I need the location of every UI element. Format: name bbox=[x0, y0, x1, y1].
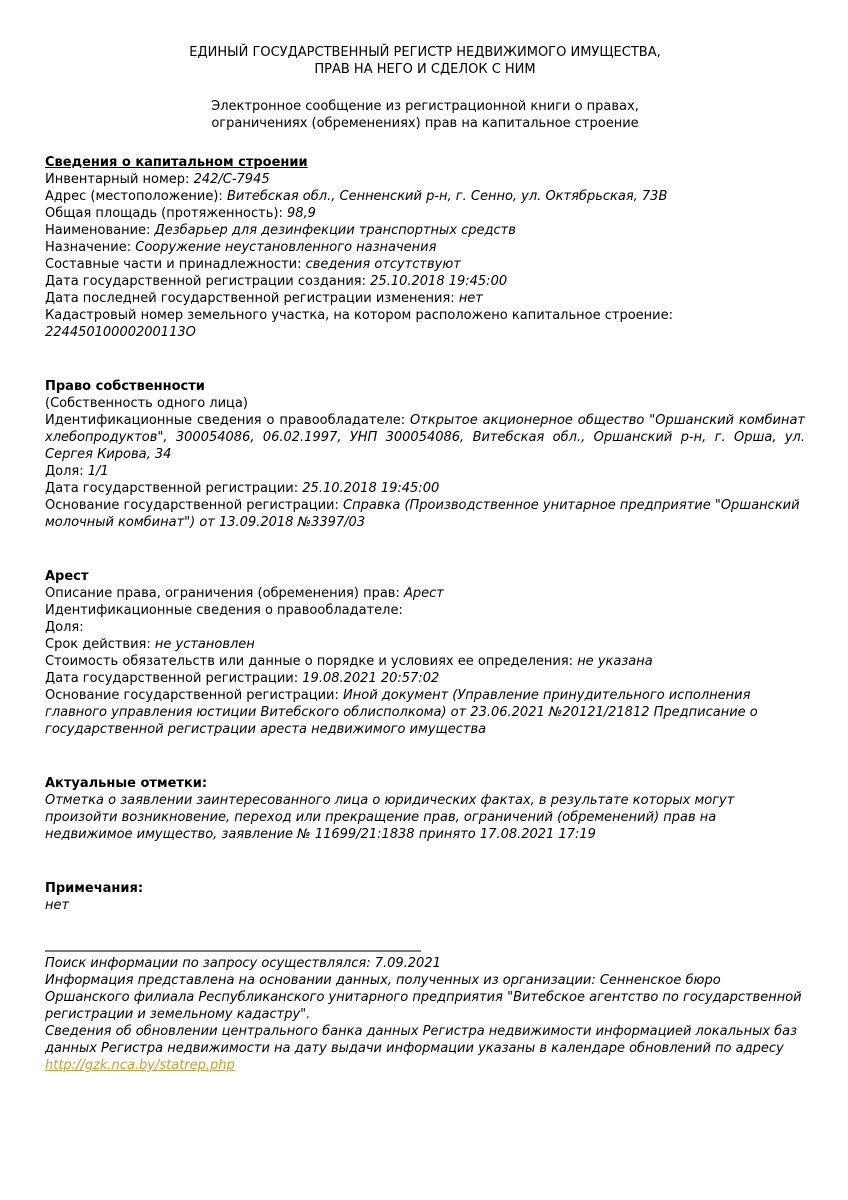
field-value: Справка (Производственное унитарное предприятие "Оршанский молочный комбинат") от 13.09.2018 №3397/03 bbox=[45, 498, 800, 530]
field-row bbox=[45, 497, 805, 531]
field-value: 98,9 bbox=[286, 206, 316, 221]
section-heading: Сведения о капитальном строении bbox=[45, 155, 308, 170]
section-current-marks bbox=[45, 775, 805, 843]
field-row bbox=[45, 687, 805, 738]
field-label: Дата государственной регистрации создания: bbox=[45, 274, 367, 289]
footer bbox=[45, 950, 805, 1074]
field-label: Назначение: bbox=[45, 240, 132, 255]
field-value: сведения отсутствуют bbox=[305, 257, 461, 272]
field-row bbox=[45, 463, 805, 480]
footer-info-source: Информация представлена на основании данных, полученных из организации: Сенненское бюро Оршанского филиала Республиканского унитарного предприятия "Витебское агентство по государственной регистрации и земельному кадастру". bbox=[45, 973, 802, 1022]
field-value: 242/С-7945 bbox=[193, 172, 270, 187]
field-row bbox=[45, 307, 805, 341]
field-row bbox=[45, 585, 805, 602]
field-row bbox=[45, 256, 805, 273]
field-value: Дезбарьер для дезинфекции транспортных средств bbox=[154, 223, 516, 238]
document-title bbox=[45, 44, 805, 78]
document-subtitle bbox=[45, 98, 805, 132]
field-label: Дата государственной регистрации: bbox=[45, 671, 299, 686]
field-value: Иной документ (Управление принудительного исполнения главного управления юстиции Витебского облисполкома) от 23.06.2021 №20121/21812 Предписание о государственной регистрации ареста недвижимого имущества bbox=[45, 688, 758, 737]
field-label: Адрес (местоположение): bbox=[45, 189, 223, 204]
field-label: Основание государственной регистрации: bbox=[45, 688, 339, 703]
field-label: Кадастровый номер земельного участка, на котором расположено капитальное строение: bbox=[45, 308, 673, 323]
marks-text: Отметка о заявлении заинтересованного лица о юридических фактах, в результате которых могут произойти возникновение, переход или прекращение прав, ограничений (обременений) прав на недвижимое имущество, заявление № 11699/21:1838 принято 17.08.2021 17:19 bbox=[45, 793, 735, 842]
document-subtitle-line2: ограничениях (обременениях) прав на капитальное строение bbox=[211, 116, 639, 131]
document-title-line2: ПРАВ НА НЕГО И СДЕЛОК С НИМ bbox=[314, 62, 536, 77]
field-row bbox=[45, 636, 805, 653]
field-row bbox=[45, 619, 805, 636]
field-label: Общая площадь (протяженность): bbox=[45, 206, 283, 221]
field-label: Доля: bbox=[45, 464, 84, 479]
section-heading: Примечания: bbox=[45, 881, 144, 896]
field-value: не установлен bbox=[154, 637, 255, 652]
field-label: Инвентарный номер: bbox=[45, 172, 190, 187]
section-ownership bbox=[45, 378, 805, 531]
field-label: Идентификационные сведения о правообладателе: bbox=[45, 603, 403, 618]
field-label: Составные части и принадлежности: bbox=[45, 257, 302, 272]
field-row bbox=[45, 205, 805, 222]
field-row bbox=[45, 602, 805, 619]
notes-text: нет bbox=[45, 898, 70, 913]
field-label: Доля: bbox=[45, 620, 84, 635]
field-row bbox=[45, 653, 805, 670]
field-row bbox=[45, 412, 805, 463]
field-row bbox=[45, 670, 805, 687]
field-label: Срок действия: bbox=[45, 637, 151, 652]
field-value: Арест bbox=[403, 586, 444, 601]
ownership-subheading: (Собственность одного лица) bbox=[45, 396, 248, 411]
field-value: 22445010000200113О bbox=[45, 325, 196, 340]
footer-search-line: Поиск информации по запросу осуществлялся: 7.09.2021 bbox=[45, 956, 441, 971]
section-building-info bbox=[45, 154, 805, 341]
field-row bbox=[45, 222, 805, 239]
field-value: 1/1 bbox=[87, 464, 109, 479]
field-label: Описание права, ограничения (обременения) прав: bbox=[45, 586, 400, 601]
field-label: Наименование: bbox=[45, 223, 151, 238]
section-heading: Право собственности bbox=[45, 379, 205, 394]
document-title-line1: ЕДИНЫЙ ГОСУДАРСТВЕННЫЙ РЕГИСТР НЕДВИЖИМОГО ИМУЩЕСТВА, bbox=[189, 45, 661, 60]
section-arrest bbox=[45, 568, 805, 738]
field-row bbox=[45, 171, 805, 188]
section-heading: Арест bbox=[45, 569, 89, 584]
document-subtitle-line1: Электронное сообщение из регистрационной книги о правах, bbox=[211, 99, 639, 114]
section-divider bbox=[45, 950, 421, 952]
field-row bbox=[45, 273, 805, 290]
field-value: 19.08.2021 20:57:02 bbox=[302, 671, 440, 686]
field-value: Открытое акционерное общество "Оршанский комбинат хлебопродуктов", 300054086, 06.02.1997, УНП 300054086, Витебская обл., Оршанский р-н, г. Орша, ул. Сергея Кирова, 34 bbox=[45, 413, 805, 462]
footer-update-info: Сведения об обновлении центрального банка данных Регистра недвижимости информацией локальных баз данных Регистра недвижимости на дату выдачи информации указаны в календаре обновлений по адресу bbox=[45, 1024, 798, 1056]
field-value: 25.10.2018 19:45:00 bbox=[302, 481, 440, 496]
field-row bbox=[45, 188, 805, 205]
section-notes bbox=[45, 880, 805, 914]
section-heading: Актуальные отметки: bbox=[45, 776, 208, 791]
field-row bbox=[45, 480, 805, 497]
field-value: нет bbox=[458, 291, 483, 306]
field-label: Дата государственной регистрации: bbox=[45, 481, 299, 496]
statrep-link[interactable]: http://gzk.nca.by/statrep.php bbox=[45, 1058, 235, 1073]
field-value: Витебская обл., Сенненский р-н, г. Сенно, ул. Октябрьская, 73В bbox=[226, 189, 668, 204]
field-value: не указана bbox=[577, 654, 653, 669]
field-label: Основание государственной регистрации: bbox=[45, 498, 339, 513]
field-row bbox=[45, 239, 805, 256]
field-label: Идентификационные сведения о правообладателе: bbox=[45, 413, 406, 428]
field-value: Сооружение неустановленного назначения bbox=[135, 240, 437, 255]
field-label: Стоимость обязательств или данные о порядке и условиях ее определения: bbox=[45, 654, 574, 669]
field-value: 25.10.2018 19:45:00 bbox=[370, 274, 508, 289]
field-label: Дата последней государственной регистрации изменения: bbox=[45, 291, 455, 306]
field-row bbox=[45, 290, 805, 307]
